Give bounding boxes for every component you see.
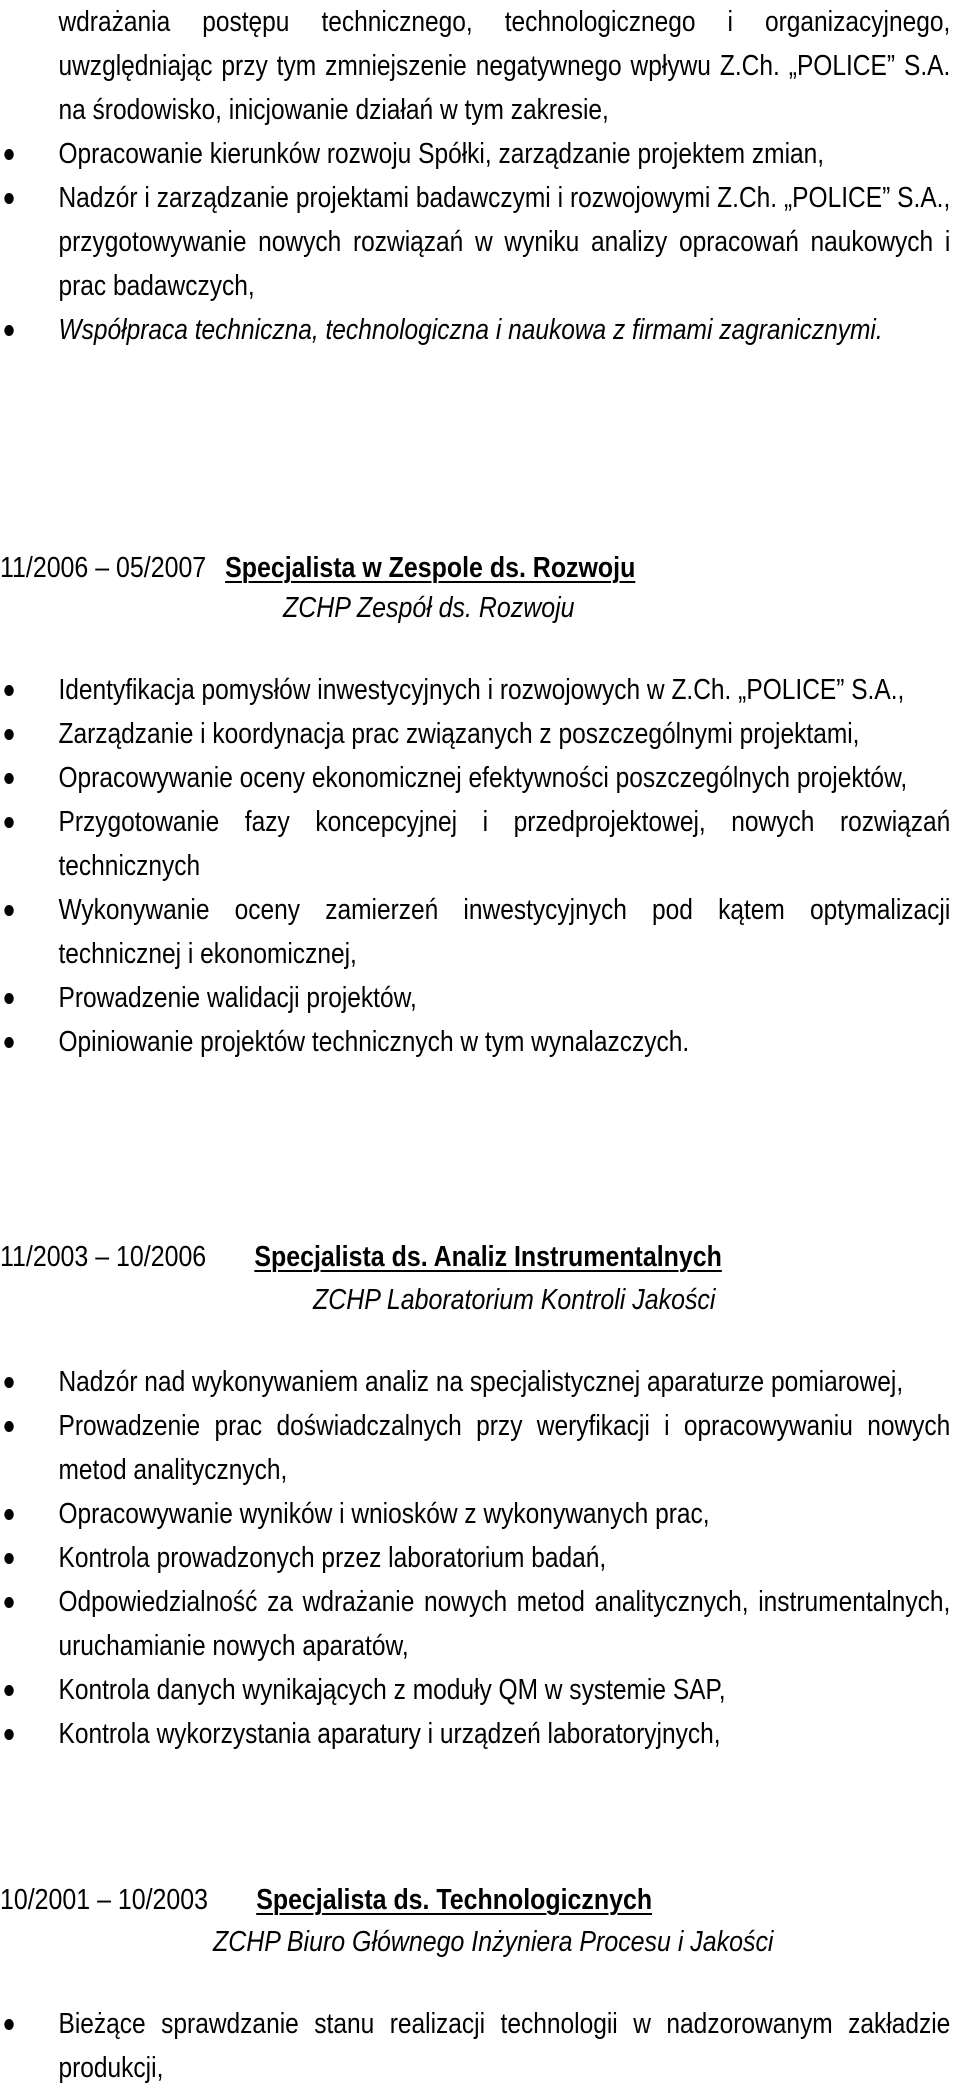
list-item <box>0 132 950 176</box>
job-dates: 11/2006 – 05/2007 <box>0 552 207 584</box>
job-heading <box>0 548 635 588</box>
list-item <box>0 0 950 132</box>
list-item <box>0 888 950 976</box>
job-dates: 10/2001 – 10/2003 <box>0 1884 209 1916</box>
list-item-text: Identyfikacja pomysłów inwestycyjnych i rozwojowych w Z.Ch. „POLICE” S.A., <box>58 674 905 706</box>
job-department: ZCHP Laboratorium Kontroli Jakości <box>313 1284 716 1316</box>
list-item-text: Prowadzenie walidacji projektów, <box>58 982 417 1014</box>
list-item <box>0 976 950 1020</box>
bullet-icon <box>4 149 13 160</box>
bullet-icon <box>4 1377 13 1388</box>
list-item-text: Prowadzenie prac doświadczalnych przy weryfikacji i opracowywaniu nowych metod analitycznych, <box>58 1410 951 1486</box>
list-item-text: Bieżące sprawdzanie stanu realizacji technologii w nadzorowanym zakładzie produkcji, <box>58 2008 951 2084</box>
list-item-text: Kontrola prowadzonych przez laboratorium badań, <box>58 1542 607 1574</box>
list-item-text: Kontrola danych wynikających z moduły QM w systemie SAP, <box>58 1674 726 1706</box>
list-item-text: Przygotowanie fazy koncepcyjnej i przedprojektowej, nowych rozwiązań technicznych <box>58 806 951 882</box>
list-item-text: Opracowanie kierunków rozwoju Spółki, zarządzanie projektem zmian, <box>58 138 825 170</box>
job-duties-list <box>0 668 960 1064</box>
list-item-text: Zarządzanie i koordynacja prac związanych z poszczególnymi projektami, <box>58 718 860 750</box>
list-item <box>0 1020 950 1064</box>
job-department: ZCHP Biuro Głównego Inżyniera Procesu i Jakości <box>213 1926 774 1958</box>
list-item <box>0 1360 950 1404</box>
bullet-icon <box>4 1553 13 1564</box>
list-item <box>0 1580 950 1668</box>
list-item <box>0 1536 950 1580</box>
bullet-icon <box>4 1037 13 1048</box>
list-item <box>0 1492 950 1536</box>
bullet-icon <box>4 1729 13 1740</box>
bullet-icon <box>4 1685 13 1696</box>
bullet-icon <box>4 729 13 740</box>
bullet-icon <box>4 817 13 828</box>
bullet-icon <box>4 993 13 1004</box>
list-item-text: Wykonywanie oceny zamierzeń inwestycyjnych pod kątem optymalizacji technicznej i ekonomicznej, <box>58 894 951 970</box>
list-item-text: Współpraca techniczna, technologiczna i naukowa z firmami zagranicznymi. <box>58 314 883 346</box>
bullet-icon <box>4 1421 13 1432</box>
list-item <box>0 756 950 800</box>
bullet-icon <box>4 193 13 204</box>
list-item <box>0 2002 950 2090</box>
bullet-icon <box>4 773 13 784</box>
bullet-icon <box>4 2019 13 2030</box>
list-item <box>0 176 950 308</box>
list-item <box>0 1668 950 1712</box>
job-heading <box>0 1237 722 1277</box>
list-item <box>0 800 950 888</box>
bullet-icon <box>4 1597 13 1608</box>
list-item-text: Opiniowanie projektów technicznych w tym wynalazczych. <box>58 1026 690 1058</box>
list-item <box>0 668 950 712</box>
list-item-text: Nadzór nad wykonywaniem analiz na specjalistycznej aparaturze pomiarowej, <box>58 1366 904 1398</box>
job-heading <box>0 1880 652 1920</box>
bullet-icon <box>4 1509 13 1520</box>
job-duties-list <box>0 1360 960 1756</box>
intro-list <box>0 0 960 352</box>
job-title: Specjalista ds. Analiz Instrumentalnych <box>254 1241 722 1273</box>
bullet-icon <box>4 905 13 916</box>
job-dates: 11/2003 – 10/2006 <box>0 1241 207 1273</box>
list-item-text: Kontrola wykorzystania aparatury i urządzeń laboratoryjnych, <box>58 1718 721 1750</box>
list-item-text: Opracowywanie wyników i wniosków z wykonywanych prac, <box>58 1498 710 1530</box>
list-item <box>0 1712 950 1756</box>
job-duties-list <box>0 2002 960 2090</box>
bullet-icon <box>4 685 13 696</box>
list-item-text: Nadzór i zarządzanie projektami badawczymi i rozwojowymi Z.Ch. „POLICE” S.A., przygotowywanie nowych rozwiązań w wyniku analizy opracowań naukowych i prac badawczych, <box>58 182 951 302</box>
job-title: Specjalista w Zespole ds. Rozwoju <box>225 552 636 584</box>
list-item <box>0 308 950 352</box>
list-item-text: Opracowywanie oceny ekonomicznej efektywności poszczególnych projektów, <box>58 762 908 794</box>
list-item <box>0 712 950 756</box>
job-title: Specjalista ds. Technologicznych <box>256 1884 653 1916</box>
list-item-text: Odpowiedzialność za wdrażanie nowych metod analitycznych, instrumentalnych, uruchamianie nowych aparatów, <box>58 1586 951 1662</box>
job-department: ZCHP Zespół ds. Rozwoju <box>283 592 575 624</box>
list-item <box>0 1404 950 1492</box>
list-item-text: wdrażania postępu technicznego, technologicznego i organizacyjnego, uwzględniając przy tym zmniejszenie negatywnego wpływu Z.Ch. „POLICE” S.A. na środowisko, inicjowanie działań w tym zakresie, <box>58 6 951 126</box>
bullet-icon <box>4 325 13 336</box>
